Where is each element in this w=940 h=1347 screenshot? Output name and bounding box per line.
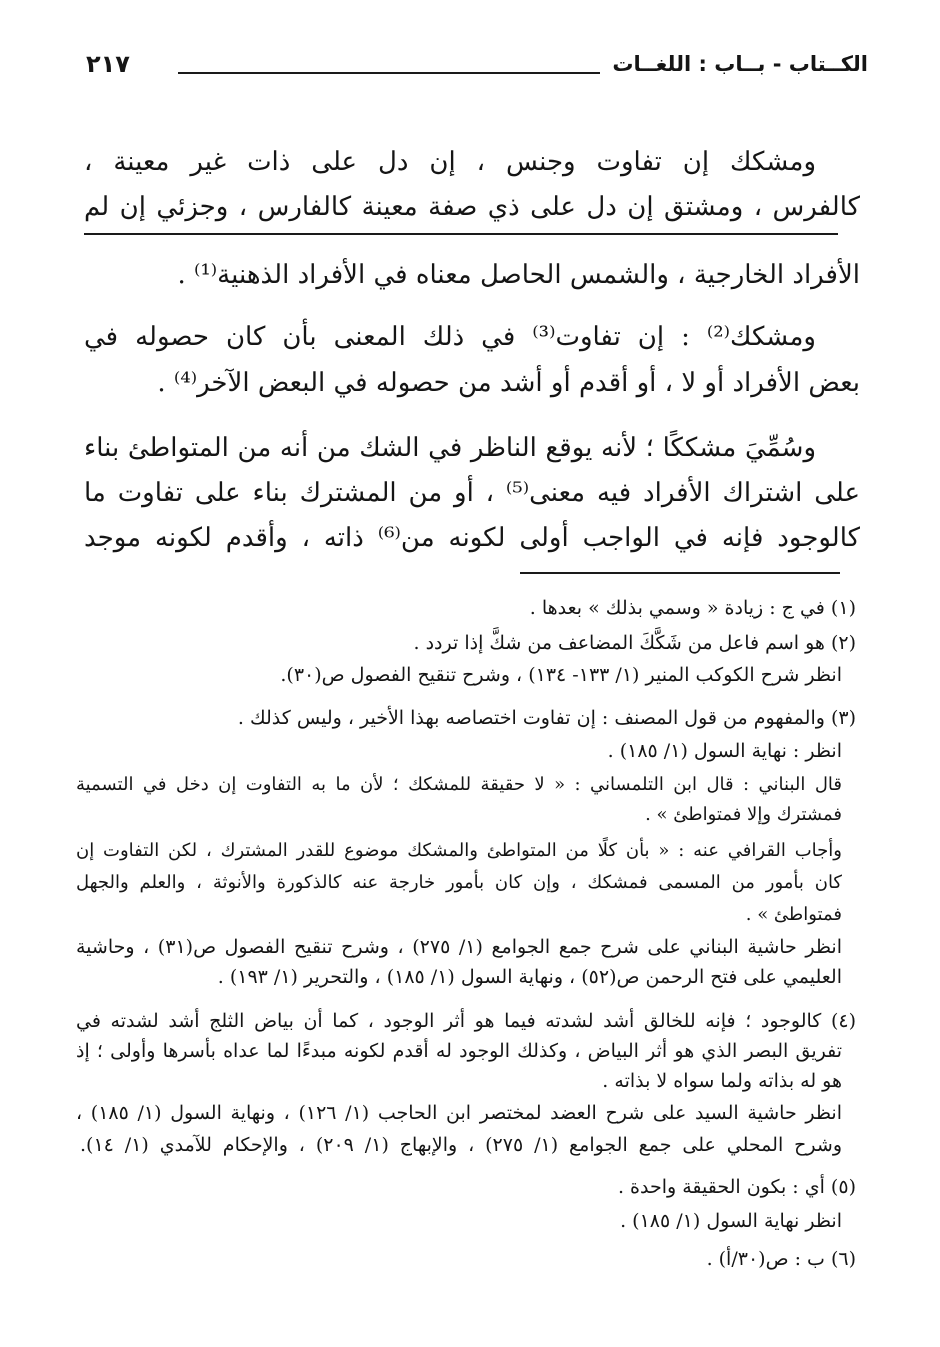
footnote-line: (٣) والمفهوم من قول المصنف : إن تفاوت اختصاصه بهذا الأخير ، وليس كذلك .: [237, 707, 856, 729]
footnote-line: تفريق البصر الذي هو أثر البياض ، وكذلك الوجود له أقدم لكونه مبدءًا لما عداه بأسرها وأولى ؛ إذ: [76, 1040, 842, 1062]
footnote-line: فمشترك وإلا فمتواطئ » .: [645, 804, 842, 825]
footnote-line: كان بأمور من المسمى فمشكك ، وإن كان بأمور خارجة عنه كالذكورة والأنوثة ، والعلم والجهل: [76, 872, 842, 893]
running-head: الكــتاب - بــاب : اللغــات: [612, 52, 868, 76]
body-line: بعض الأفراد أو لا ، أو أقدم أو أشد من حصوله في البعض الآخر⁽⁴⁾ .: [157, 368, 860, 398]
footnote-line: (٥) أي : بكون الحقيقة واحدة .: [617, 1176, 856, 1198]
page-number: ٢١٧: [86, 50, 130, 78]
footnote-line: وشرح المحلي على جمع الجوامع (١/ ٢٧٥) ، والإبهاج (١/ ٢٠٩) ، والإحكام للآمدي (١/ ١٤).: [80, 1134, 842, 1156]
footnote-line: فمتواطئ » .: [745, 904, 842, 925]
footnote-line: (٦) ب : ص(٣٠/أ) .: [706, 1248, 856, 1270]
footnote-line: هو له بذاته ولما سواه لا بذاته .: [602, 1070, 842, 1092]
footnotes: [76, 0, 856, 1300]
footnote-line: انظر حاشية السيد على شرح العضد لمختصر ابن الحاجب (١/ ١٢٦) ، ونهاية السول (١/ ١٨٥) ،: [76, 1102, 842, 1124]
body-line: ومشكك إن تفاوت وجنس ، إن دل على ذات غير معينة ،: [84, 147, 816, 177]
footnote-line: (٢) هو اسم فاعل من شَكَّكَ المضاعف من شكَّ إذا تردد .: [413, 632, 856, 654]
footnote-line: قال البناني : قال ابن التلمساني : « لا حقيقة للمشكك ؛ لأن ما به التفاوت إن دخل في التسمية: [76, 774, 842, 795]
body-line: على اشتراك الأفراد فيه معنى⁽⁵⁾ ، أو من المشترك بناء على تفاوت ما: [84, 478, 860, 508]
footnote-line: انظر شرح الكوكب المنير (١/ ١٣٣- ١٣٤) ، وشرح تنقيح الفصول ص(٣٠).: [280, 664, 842, 686]
body-line: ومشكك⁽²⁾ : إن تفاوت⁽³⁾ في ذلك المعنى بأن كان حصوله في: [84, 322, 816, 352]
footnote-line: انظر نهاية السول (١/ ١٨٥) .: [620, 1210, 842, 1232]
footnote-line: انظر : نهاية السول (١/ ١٨٥) .: [607, 740, 842, 762]
footnote-line: (٤) كالوجود ؛ فإنه للخالق أشد لشدته فيما هو أثر الوجود ، كما أن بياض الثلج أشد لشدته في: [76, 1010, 856, 1032]
body-line: الأفراد الخارجية ، والشمس الحاصل معناه في الأفراد الذهنية⁽¹⁾ .: [177, 260, 860, 290]
footnote-line: (١) في ج : زيادة « وسمي بذلك » بعدها .: [529, 597, 856, 619]
footnote-line: وأجاب القرافي عنه : « بأن كلًا من المتواطئ والمشكك موضوع للقدر المشترك ، لكن التفاوت إن: [76, 840, 842, 861]
body-line: وسُمِّيَ مشككًا ؛ لأنه يوقع الناظر في الشك من أنه من المتواطئ بناء: [84, 433, 816, 463]
footnote-line: العليمي على فتح الرحمن ص(٥٢) ، ونهاية السول (١/ ١٨٥) ، والتحرير (١/ ١٩٣) .: [217, 966, 842, 988]
body-line: كالفرس ، ومشتق إن دل على ذي صفة معينة كالفارس ، وجزئي إن لم: [84, 192, 860, 222]
footnote-line: انظر حاشية البناني على شرح جمع الجوامع (١/ ٢٧٥) ، وشرح تنقيح الفصول ص(٣١) ، وحاشية: [76, 936, 842, 958]
body-line: كالوجود فإنه في الواجب أولى لكونه من⁽⁶⁾ ذاته ، وأقدم لكونه موجد: [84, 523, 860, 553]
